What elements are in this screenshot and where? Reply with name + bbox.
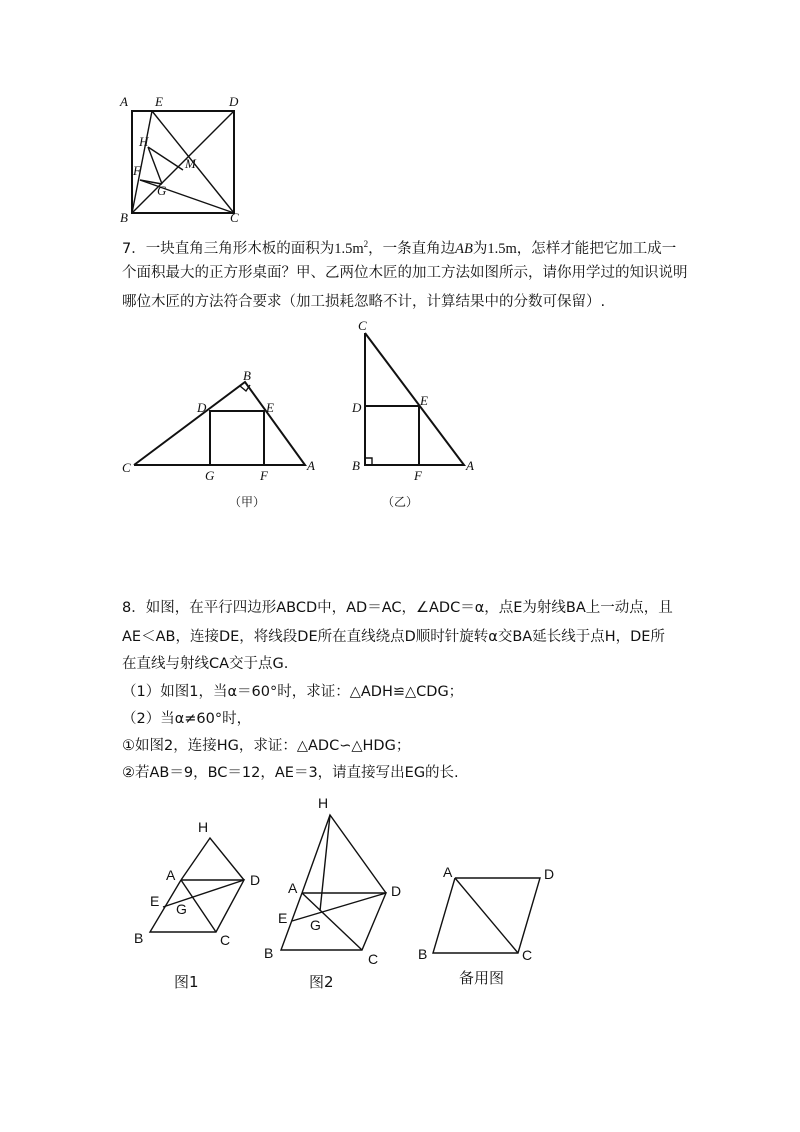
line-ac-1 [181,880,216,932]
fig1-label-b: B [134,930,144,946]
yi-label-d: D [352,400,362,415]
label-h: H [139,134,149,149]
line-ahd-1 [181,838,244,880]
fig2-caption: 图2 [309,973,334,991]
fig2-label-e: E [278,910,288,926]
label-e: E [155,94,163,109]
line-hg [148,147,162,184]
q8-line3: 在直线与射线CA交于点G. [122,656,289,672]
q8-part2-2: ②若AB＝9，BC＝12，AE＝3，请直接写出EG的长. [122,765,459,781]
square-diagram [132,111,234,213]
line-eb [132,111,152,213]
q7-line1 [122,234,676,259]
label-m: M [185,156,196,171]
parallelogram-abcd-2 [281,893,386,950]
q7-line1-d: ，怎样才能把它加工成一 [516,240,677,257]
yi-caption: （乙） [382,495,419,509]
q7-line3: 哪位木匠的方法符合要求（加工损耗忽略不计，计算结果中的分数可保留）. [122,294,606,310]
fig1-label-e: E [150,893,160,909]
q8-line2: AE＜AB，连接DE，将线段DE所在直线绕点D顺时针旋转α交BA延长线于点H，DE所 [122,629,665,645]
line-hm [148,147,183,170]
fig2-label-h: H [318,795,329,811]
fig1-label-h: H [198,819,209,835]
yi-label-f: F [414,468,422,483]
label-d: D [229,94,239,109]
line-ac-2 [302,893,362,950]
jia-label-b: B [243,368,251,383]
jia-label-f: F [260,468,268,483]
q7-line1-c: 为 [472,240,488,257]
fig2-label-a: A [288,880,298,896]
jia-label-c: C [122,460,131,475]
line-ec [152,111,234,213]
triangle-cba [134,382,305,465]
square-degf [210,411,264,465]
fig1-caption: 图1 [174,973,199,991]
line-de-2 [292,893,386,921]
q7-area-sup: 2 [363,239,369,249]
figure-yi [365,333,464,465]
label-f: F [133,163,141,178]
fig1-label-g: G [176,901,187,917]
fig3-label-b: B [418,946,428,962]
q7-ab: AB [455,240,473,257]
fig3-label-d: D [544,866,555,882]
square-abcd [132,111,234,213]
jia-label-e: E [266,400,274,415]
jia-caption: （甲） [229,495,266,509]
fig1-label-c: C [220,932,231,948]
label-b: B [120,210,128,225]
fig3-label-c: C [522,947,533,963]
fig2-label-b: B [264,945,274,961]
fig2-label-c: C [368,951,379,967]
square-dbfe [365,406,419,465]
q7-line2: 个面积最大的正方形桌面？甲、乙两位木匠的加工方法如图所示，请你用学过的知识说明 [122,265,688,281]
fig1-label-a: A [166,867,176,883]
q7-area: 1.5m [334,240,364,257]
q8-part2: （2）当α≠60°时， [122,711,252,727]
q8-part1: （1）如图1，当α＝60°时，求证：△ADH≌△CDG； [122,684,464,700]
line-fg [140,180,162,184]
figure-1 [150,838,244,932]
right-angle-b [240,385,250,391]
yi-label-c: C [358,318,367,333]
line-fc [140,180,234,213]
q7-len: 1.5m [487,240,517,257]
figure-backup [433,878,540,953]
parallelogram-abcd-3 [433,878,540,953]
q8-line1: 8．如图，在平行四边形ABCD中，AD＝AC，∠ADC＝α，点E为射线BA上一动点，且 [122,600,673,616]
yi-label-a: A [466,458,474,473]
line-de-1 [163,880,244,907]
label-c: C [230,210,239,225]
line-db [132,111,234,213]
jia-label-a: A [307,458,315,473]
right-angle-b-yi [365,458,372,465]
label-a: A [120,94,128,109]
fig2-label-g: G [310,917,321,933]
triangle-cba-yi [365,333,464,465]
fig2-label-d: D [391,883,402,899]
label-g: G [157,183,167,198]
line-hg-2 [320,815,330,911]
q8-part2-1: ①如图2，连接HG，求证：△ADC∽△HDG； [122,738,411,754]
line-ac-3 [455,878,518,953]
q7-line1-b: ，一条直角边 [368,240,456,257]
jia-label-g: G [205,468,215,483]
line-ahd-2 [302,815,386,893]
fig3-label-a: A [443,864,453,880]
parallelogram-abcd-1 [150,880,244,932]
yi-label-e: E [420,393,428,408]
fig1-label-d: D [250,872,261,888]
jia-label-d: D [197,400,207,415]
yi-label-b: B [352,458,360,473]
figure-jia [134,382,305,465]
fig3-caption: 备用图 [459,969,505,987]
figure-2 [281,815,386,950]
q7-line1-a: 7．一块直角三角形木板的面积为 [122,240,335,257]
